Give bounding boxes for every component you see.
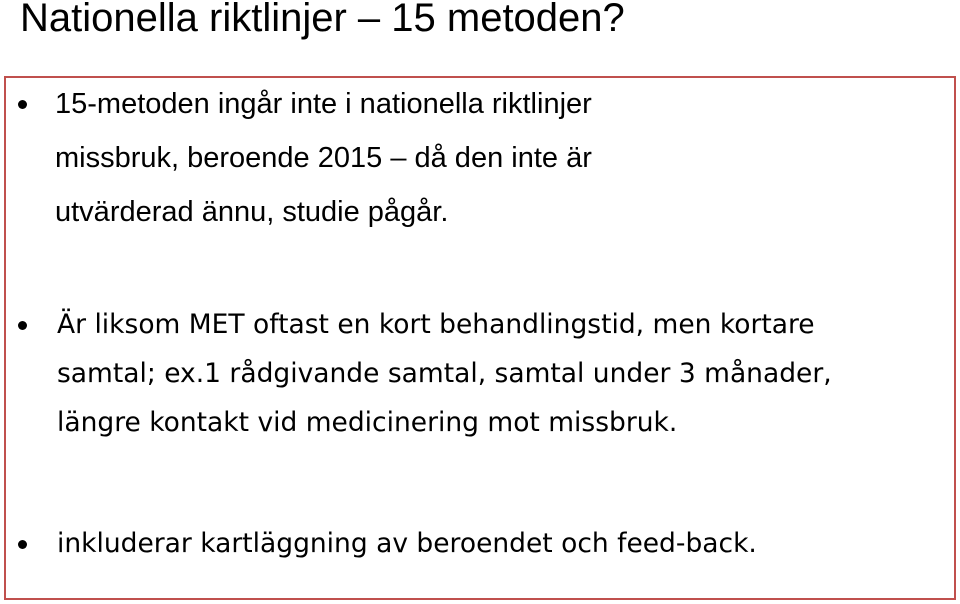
bullet-2-line-3: längre kontakt vid medicinering mot missbruk.	[57, 407, 678, 438]
bullet-1-line-1: 15-metoden ingår inte i nationella riktlinjer	[55, 88, 592, 120]
bullet-2-line-1: Är liksom MET oftast en kort behandlingstid, men kortare	[57, 309, 815, 340]
slide-title: Nationella riktlinjer – 15 metoden?	[20, 0, 625, 40]
bullet-1-line-2: missbruk, beroende 2015 – då den inte är	[55, 142, 592, 174]
bullet-icon	[18, 540, 27, 549]
bullet-icon	[18, 100, 27, 109]
bullet-2-line-2: samtal; ex.1 rådgivande samtal, samtal under 3 månader,	[57, 358, 832, 389]
bullet-1-line-3: utvärderad ännu, studie pågår.	[55, 196, 449, 228]
bullet-icon	[18, 321, 27, 330]
bullet-3-line-1: inkluderar kartläggning av beroendet och feed-back.	[57, 528, 757, 559]
